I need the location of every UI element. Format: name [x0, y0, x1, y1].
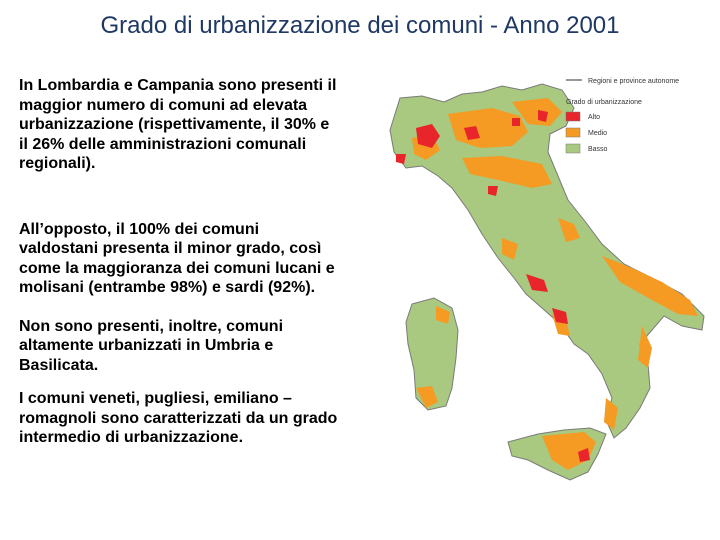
paragraph-lombardia-campania: In Lombardia e Campania sono presenti il maggior numero di comuni ad elevata urbanizzazione (rispettivamente, il 30% e il 26% delle amministrazioni comunali regionali). — [19, 77, 337, 172]
legend-label-high: Alto — [588, 114, 601, 121]
paragraph-veneti-pugliesi: I comuni veneti, pugliesi, emiliano – romagnoli sono caratterizzati da un grado intermedio di urbanizzazione. — [19, 390, 338, 446]
text-column — [19, 76, 339, 448]
map-legend — [566, 78, 679, 153]
legend-swatch-high — [566, 112, 580, 121]
legend-boundary-label: Regioni e province autonome — [588, 78, 680, 85]
legend-label-low: Basso — [588, 146, 608, 153]
page-title: Grado di urbanizzazione dei comuni - Anno 2001 — [100, 12, 620, 39]
paragraph-valdostani: All’opposto, il 100% dei comuni valdostani presenta il minor grado, così come la maggioranza dei comuni lucani e molisani (entrambe 98%) e sardi (92%). — [19, 220, 335, 296]
legend-swatch-low — [566, 144, 580, 153]
legend-swatch-medium — [566, 128, 580, 137]
paragraph-umbria-basilicata: Non sono presenti, inoltre, comuni altamente urbanizzati in Umbria e Basilicata. — [19, 317, 284, 374]
legend-label-medium: Medio — [588, 130, 608, 137]
italy-urbanization-map — [352, 68, 720, 532]
legend-heading: Grado di urbanizzazione — [566, 99, 642, 106]
